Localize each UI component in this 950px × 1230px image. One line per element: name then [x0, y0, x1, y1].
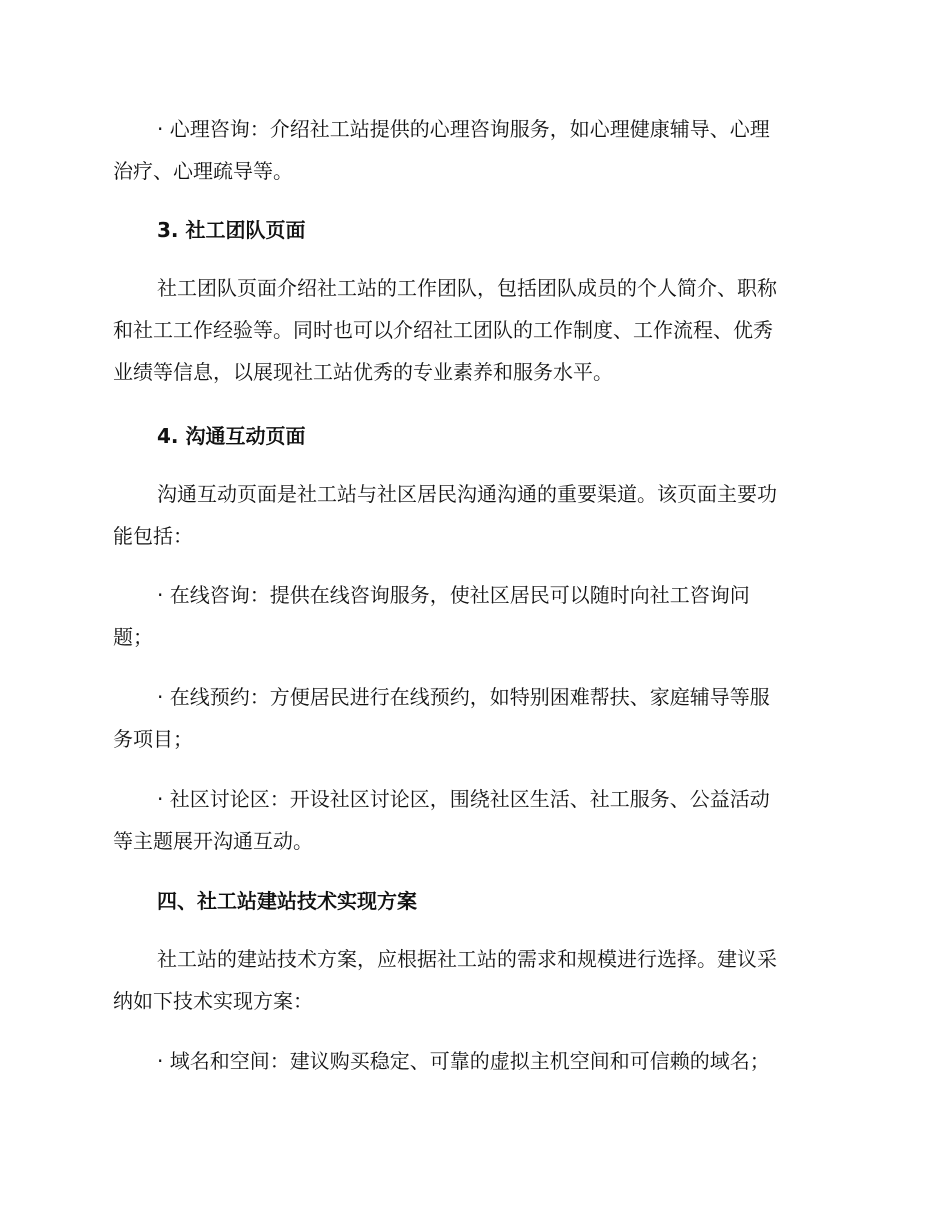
- bullet-online-booking: [113, 676, 833, 760]
- text-line: 等主题展开沟通互动。: [113, 829, 313, 853]
- text-line: 务项目；: [113, 727, 193, 751]
- section-heading-team-page: [113, 209, 833, 251]
- section-heading-communication-page: [113, 415, 833, 457]
- text-line: 社工团队页面介绍社工站的工作团队，包括团队成员的个人简介、职称: [157, 276, 777, 300]
- text-line: 业绩等信息，以展现社工站优秀的专业素养和服务水平。: [113, 360, 613, 384]
- bullet-online-consulting: [113, 574, 833, 658]
- paragraph-communication-page: [113, 473, 833, 557]
- bullet-psychological-consulting: [113, 108, 833, 192]
- text-line: 社工站的建站技术方案，应根据社工站的需求和规模进行选择。建议采: [157, 947, 777, 971]
- paragraph-team-page: [113, 267, 833, 393]
- section-heading-tech-solution: [113, 880, 833, 922]
- text-line: 能包括：: [113, 524, 193, 548]
- heading-text: 3. 社工团队页面: [157, 218, 306, 242]
- text-line: · 社区讨论区：开设社区讨论区，围绕社区生活、社工服务、公益活动: [157, 787, 770, 811]
- text-line: · 在线预约：方便居民进行在线预约，如特别困难帮扶、家庭辅导等服: [157, 685, 770, 709]
- text-line: 沟通互动页面是社工站与社区居民沟通沟通的重要渠道。该页面主要功: [157, 482, 777, 506]
- bullet-community-forum: [113, 778, 833, 862]
- bullet-domain-and-hosting: [113, 1040, 833, 1082]
- heading-text: 四、社工站建站技术实现方案: [157, 889, 417, 913]
- text-line: 题；: [113, 625, 153, 649]
- paragraph-tech-solution: [113, 938, 833, 1022]
- text-line: · 心理咨询：介绍社工站提供的心理咨询服务，如心理健康辅导、心理: [157, 117, 770, 141]
- heading-text: 4. 沟通互动页面: [157, 424, 306, 448]
- text-line: 纳如下技术实现方案：: [113, 989, 313, 1013]
- text-line: 和社工工作经验等。同时也可以介绍社工团队的工作制度、工作流程、优秀: [113, 318, 773, 342]
- text-line: 治疗、心理疏导等。: [113, 159, 293, 183]
- text-line: · 域名和空间：建议购买稳定、可靠的虚拟主机空间和可信赖的域名；: [157, 1049, 770, 1073]
- text-line: · 在线咨询：提供在线咨询服务，使社区居民可以随时向社工咨询问: [157, 583, 750, 607]
